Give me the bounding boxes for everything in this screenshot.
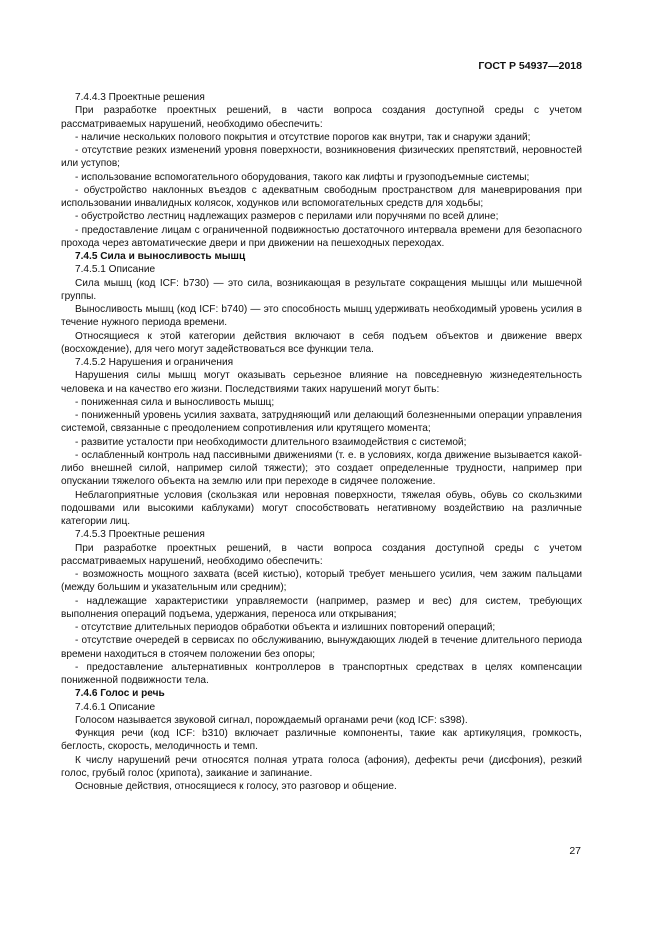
document-header-standard: ГОСТ Р 54937—2018 bbox=[478, 60, 582, 72]
paragraph: - обустройство наклонных въездов с адекватным свободным пространством для маневрирования при использовании инвалидных колясок, ходунков или вспомогательных средств для ходьбы; bbox=[61, 184, 582, 209]
paragraph: Выносливость мышц (код ICF: b740) — это способность мышц удерживать необходимый уровень усилия в течение нужного периода времени. bbox=[61, 304, 582, 329]
paragraph: - развитие усталости при необходимости длительного взаимодействия с системой; bbox=[75, 436, 467, 448]
paragraph: - обустройство лестниц надлежащих размеров с перилами или поручнями по всей длине; bbox=[75, 211, 499, 223]
paragraph: - надлежащие характеристики управляемости (например, размер и вес) для систем, требующих выполнения операций подъема, удержания, переноса или открывания; bbox=[61, 595, 582, 620]
page-number: 27 bbox=[569, 845, 581, 857]
subsection-heading: 7.4.6.1 Описание bbox=[75, 701, 156, 713]
paragraph: - пониженный уровень усилия захвата, затрудняющий или делающий болезненными операции управления системой, связанные с преодолением сопротивления или крутящего момента; bbox=[61, 410, 582, 435]
paragraph: - предоставление лицам с ограниченной подвижностью достаточного интервала времени для безопасного прохода через автоматические двери и при движении на пешеходных переходах. bbox=[61, 224, 582, 249]
subsection-heading: 7.4.4.3 Проектные решения bbox=[75, 92, 205, 103]
paragraph: При разработке проектных решений, в части вопроса создания доступной среды с учетом рассматриваемых нарушений, необходимо обеспечить: bbox=[61, 542, 582, 567]
paragraph: - отсутствие резких изменений уровня поверхности, возникновения физических препятствий, неровностей или уступов; bbox=[61, 145, 582, 170]
paragraph: Неблагоприятные условия (скользкая или неровная поверхности, тяжелая обувь, обувь со скользкими подошвами или высокими каблуками) могут способствовать негативному воздействию на различные категории лиц. bbox=[61, 489, 582, 527]
paragraph: - предоставление альтернативных контроллеров в транспортных средствах в целях компенсации пониженной подвижности тела. bbox=[61, 661, 582, 686]
section-heading: 7.4.6 Голос и речь bbox=[75, 688, 165, 700]
paragraph: Сила мышц (код ICF: b730) — это сила, возникающая в результате сокращения мышцы или мышечной группы. bbox=[61, 277, 582, 302]
paragraph: - наличие нескольких полового покрытия и отсутствие порогов как внутри, так и снаружи зданий; bbox=[75, 131, 531, 143]
paragraph: К числу нарушений речи относятся полная утрата голоса (афония), дефекты речи (дисфония), резкий голос, грубый голос (хрипота), заикание и запинание. bbox=[61, 754, 582, 779]
paragraph: - отсутствие длительных периодов обработки объекта и излишних повторений операций; bbox=[75, 622, 496, 633]
paragraph: Голосом называется звуковой сигнал, порождаемый органами речи (код ICF: s398). bbox=[75, 714, 468, 726]
paragraph: Функция речи (код ICF: b310) включает различные компоненты, такие как артикуляция, громкость, беглость, скорость, мелодичность и темп. bbox=[61, 728, 582, 753]
paragraph: - возможность мощного захвата (всей кистью), который требует меньшего усилия, чем зажим пальцами (между большим и указательным или средним); bbox=[61, 569, 582, 594]
section-heading: 7.4.5 Сила и выносливость мышц bbox=[75, 251, 246, 262]
subsection-heading: 7.4.5.3 Проектные решения bbox=[75, 529, 205, 541]
paragraph: Основные действия, относящиеся к голосу, это разговор и общение. bbox=[75, 781, 397, 792]
document-body bbox=[61, 91, 582, 793]
paragraph: При разработке проектных решений, в части вопроса создания доступной среды с учетом рассматриваемых нарушений, необходимо обеспечить: bbox=[61, 105, 582, 130]
paragraph: Относящиеся к этой категории действия включают в себя подъем объектов и движение вверх (восхождение), для чего могут задействоваться все функции тела. bbox=[61, 330, 582, 355]
subsection-heading: 7.4.5.1 Описание bbox=[75, 264, 156, 276]
paragraph: - ослабленный контроль над пассивными движениями (т. е. в условиях, когда движение вызывается какой-либо внешней силой, например силой тяжести); это создает определенные трудности, например при опускании тяжелого объекта на землю или при переходе в сидячее положение. bbox=[61, 449, 582, 488]
paragraph: Нарушения силы мышц могут оказывать серьезное влияние на повседневную жизнедеятельность человека и на качество его жизни. Последствиями таких нарушений могут быть: bbox=[61, 370, 582, 395]
subsection-heading: 7.4.5.2 Нарушения и ограничения bbox=[75, 357, 234, 368]
paragraph: - пониженная сила и выносливость мышц; bbox=[75, 396, 275, 408]
paragraph: - отсутствие очередей в сервисах по обслуживанию, вынуждающих людей в течение длительного периода времени находиться в стоячем положении без опоры; bbox=[61, 635, 582, 660]
paragraph: - использование вспомогательного оборудования, такого как лифты и грузоподъемные системы; bbox=[75, 171, 530, 183]
